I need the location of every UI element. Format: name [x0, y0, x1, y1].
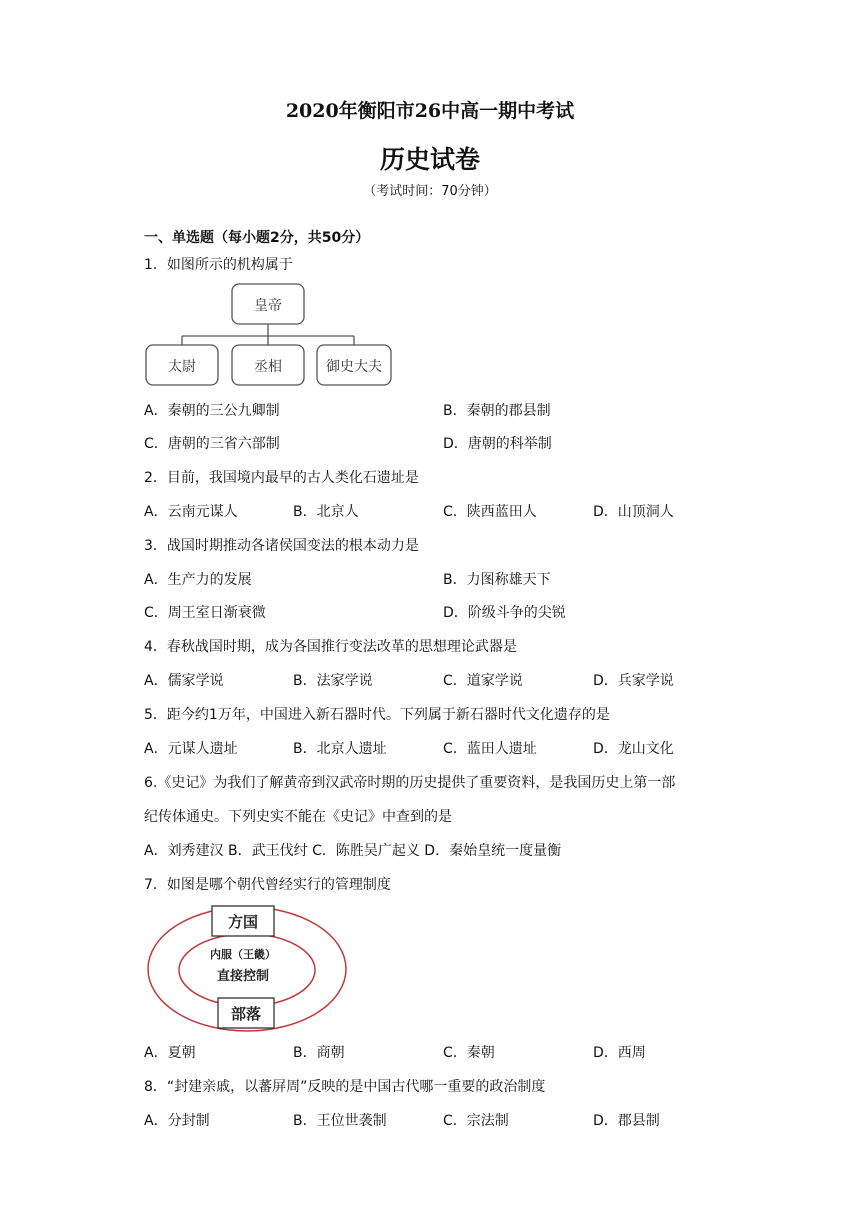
question-8-stem: 8．“封建亲戚，以蕃屏周”反映的是中国古代哪一重要的政治制度 [144, 1079, 546, 1095]
q8-option-d: D．郡县制 [593, 1113, 660, 1129]
svg-text:御史大夫: 御史大夫 [326, 359, 382, 375]
q1-option-a: A．秦朝的三公九卿制 [144, 403, 280, 419]
question-1-stem: 1．如图所示的机构属于 [144, 257, 293, 273]
q7-option-d: D．西周 [593, 1045, 646, 1061]
subject-title: 历史试卷 [379, 145, 480, 174]
question-4-stem: 4．春秋战国时期，成为各国推行变法改革的思想理论武器是 [144, 639, 517, 655]
exam-time-note: （考试时间：70分钟） [363, 184, 497, 199]
question-5-stem: 5．距今约1万年，中国进入新石器时代。下列属于新石器时代文化遗存的是 [144, 707, 610, 723]
q4-option-c: C．道家学说 [443, 673, 523, 689]
q3-option-a: A．生产力的发展 [144, 572, 252, 588]
q7-option-b: B．商朝 [293, 1045, 345, 1061]
q1-option-d: D．唐朝的科举制 [443, 436, 552, 452]
q1-option-b: B．秦朝的郡县制 [443, 403, 551, 419]
svg-text:皇帝: 皇帝 [254, 298, 282, 314]
q7-option-a: A．夏朝 [144, 1045, 196, 1061]
q6-options: A．刘秀建汉 B．武王伐纣 C．陈胜吴广起义 D．秦始皇统一度量衡 [144, 843, 562, 859]
q8-option-a: A．分封制 [144, 1113, 210, 1129]
q5-option-a: A．元谋人遗址 [144, 741, 238, 757]
q2-option-a: A．云南元谋人 [144, 504, 238, 520]
diagram-node-yushidafu [317, 345, 391, 385]
svg-text:方国: 方国 [227, 913, 259, 931]
q3-option-d: D．阶级斗争的尖锐 [443, 605, 566, 621]
q1-option-c: C．唐朝的三省六部制 [144, 436, 280, 452]
q7-option-c: C．秦朝 [443, 1045, 495, 1061]
q7-diagram [144, 902, 350, 1034]
q2-option-b: B．北京人 [293, 504, 359, 520]
q4-option-b: B．法家学说 [293, 673, 373, 689]
node-fangguo [212, 906, 274, 936]
q5-option-c: C．蓝田人遗址 [443, 741, 537, 757]
q5-option-b: B．北京人遗址 [293, 741, 387, 757]
exam-title: 2020年衡阳市26中高一期中考试 [285, 100, 575, 122]
q4-option-d: D．兵家学说 [593, 673, 674, 689]
question-6-stem-line1: 6.《史记》为我们了解黄帝到汉武帝时期的历史提供了重要资料，是我国历史上第一部 [144, 775, 676, 791]
diagram-node-chengxiang [232, 345, 304, 385]
q8-option-b: B．王位世袭制 [293, 1113, 387, 1129]
svg-text:太尉: 太尉 [168, 359, 196, 375]
svg-text:丞相: 丞相 [254, 359, 282, 375]
question-2-stem: 2．目前，我国境内最早的古人类化石遗址是 [144, 470, 419, 486]
diagram-node-emperor [232, 284, 304, 324]
question-6-stem-line2: 纪传体通史。下列史实不能在《史记》中查到的是 [144, 809, 452, 825]
label-neifu: 内服（王畿） [210, 948, 276, 961]
question-3-stem: 3．战国时期推动各诸侯国变法的根本动力是 [144, 538, 419, 554]
q3-option-b: B．力图称雄天下 [443, 572, 551, 588]
q5-option-d: D．龙山文化 [593, 741, 674, 757]
q2-option-c: C．陕西蓝田人 [443, 504, 537, 520]
diagram-node-taiwei [146, 345, 218, 385]
label-direct-control: 直接控制 [216, 969, 270, 984]
q4-option-a: A．儒家学说 [144, 673, 224, 689]
question-7-stem: 7．如图是哪个朝代曾经实行的管理制度 [144, 877, 391, 893]
q8-option-c: C．宗法制 [443, 1113, 509, 1129]
q2-option-d: D．山顶洞人 [593, 504, 674, 520]
q3-option-c: C．周王室日渐衰微 [144, 605, 266, 621]
q1-diagram [140, 280, 400, 390]
node-buluo [218, 998, 274, 1028]
section-heading: 一、单选题（每小题2分，共50分） [144, 230, 370, 246]
svg-text:部落: 部落 [230, 1005, 262, 1023]
